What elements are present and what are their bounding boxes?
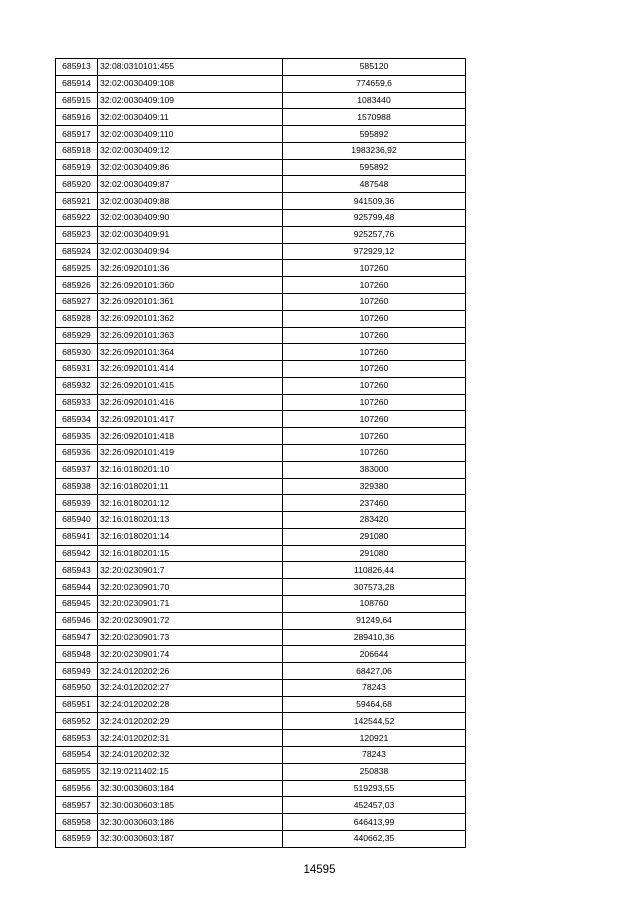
row-number-cell: 685956 <box>56 780 98 797</box>
row-number-cell: 685929 <box>56 327 98 344</box>
cadastral-number-cell: 32:19:0211402:15 <box>98 763 283 780</box>
table-row <box>56 478 466 495</box>
row-number-cell: 685942 <box>56 545 98 562</box>
cadastral-number-cell: 32:26:0920101:419 <box>98 444 283 461</box>
registry-table-body <box>56 59 466 848</box>
value-cell: 206644 <box>283 646 466 663</box>
table-row <box>56 730 466 747</box>
cadastral-number-cell: 32:26:0920101:36 <box>98 260 283 277</box>
row-number-cell: 685946 <box>56 612 98 629</box>
value-cell: 925257,76 <box>283 226 466 243</box>
table-row <box>56 545 466 562</box>
value-cell: 291080 <box>283 545 466 562</box>
table-row <box>56 243 466 260</box>
table-row <box>56 361 466 378</box>
row-number-cell: 685939 <box>56 495 98 512</box>
table-row <box>56 747 466 764</box>
table-row <box>56 629 466 646</box>
cadastral-number-cell: 32:20:0230901:70 <box>98 579 283 596</box>
table-row <box>56 377 466 394</box>
row-number-cell: 685947 <box>56 629 98 646</box>
cadastral-number-cell: 32:02:0030409:94 <box>98 243 283 260</box>
table-row <box>56 562 466 579</box>
value-cell: 142544,52 <box>283 713 466 730</box>
table-row <box>56 75 466 92</box>
cadastral-number-cell: 32:20:0230901:74 <box>98 646 283 663</box>
table-row <box>56 596 466 613</box>
table-row <box>56 797 466 814</box>
row-number-cell: 685931 <box>56 361 98 378</box>
cadastral-number-cell: 32:16:0180201:10 <box>98 461 283 478</box>
row-number-cell: 685936 <box>56 444 98 461</box>
row-number-cell: 685955 <box>56 763 98 780</box>
cadastral-number-cell: 32:26:0920101:416 <box>98 394 283 411</box>
row-number-cell: 685918 <box>56 142 98 159</box>
value-cell: 307573,28 <box>283 579 466 596</box>
value-cell: 972929,12 <box>283 243 466 260</box>
cadastral-number-cell: 32:30:0030603:185 <box>98 797 283 814</box>
row-number-cell: 685952 <box>56 713 98 730</box>
table-row <box>56 142 466 159</box>
row-number-cell: 685913 <box>56 59 98 76</box>
value-cell: 107260 <box>283 428 466 445</box>
row-number-cell: 685930 <box>56 344 98 361</box>
value-cell: 440662,35 <box>283 830 466 847</box>
table-row <box>56 495 466 512</box>
value-cell: 291080 <box>283 528 466 545</box>
cadastral-number-cell: 32:08:0310101:455 <box>98 59 283 76</box>
table-row <box>56 612 466 629</box>
table-row <box>56 461 466 478</box>
table-row <box>56 92 466 109</box>
cadastral-number-cell: 32:02:0030409:91 <box>98 226 283 243</box>
value-cell: 452457,03 <box>283 797 466 814</box>
table-row <box>56 260 466 277</box>
table-row <box>56 193 466 210</box>
cadastral-number-cell: 32:26:0920101:414 <box>98 361 283 378</box>
value-cell: 107260 <box>283 377 466 394</box>
registry-table <box>55 58 466 848</box>
cadastral-number-cell: 32:30:0030603:186 <box>98 814 283 831</box>
cadastral-number-cell: 32:16:0180201:13 <box>98 512 283 529</box>
row-number-cell: 685958 <box>56 814 98 831</box>
table-row <box>56 814 466 831</box>
value-cell: 110826,44 <box>283 562 466 579</box>
row-number-cell: 685951 <box>56 696 98 713</box>
value-cell: 289410,36 <box>283 629 466 646</box>
table-row <box>56 277 466 294</box>
cadastral-number-cell: 32:26:0920101:361 <box>98 293 283 310</box>
table-row <box>56 59 466 76</box>
cadastral-number-cell: 32:02:0030409:90 <box>98 210 283 227</box>
cadastral-number-cell: 32:26:0920101:417 <box>98 411 283 428</box>
cadastral-number-cell: 32:20:0230901:7 <box>98 562 283 579</box>
cadastral-number-cell: 32:02:0030409:109 <box>98 92 283 109</box>
value-cell: 107260 <box>283 361 466 378</box>
table-row <box>56 696 466 713</box>
value-cell: 78243 <box>283 679 466 696</box>
row-number-cell: 685916 <box>56 109 98 126</box>
cadastral-number-cell: 32:02:0030409:108 <box>98 75 283 92</box>
cadastral-number-cell: 32:30:0030603:187 <box>98 830 283 847</box>
row-number-cell: 685927 <box>56 293 98 310</box>
row-number-cell: 685928 <box>56 310 98 327</box>
table-row <box>56 428 466 445</box>
value-cell: 487548 <box>283 176 466 193</box>
row-number-cell: 685926 <box>56 277 98 294</box>
table-row <box>56 226 466 243</box>
value-cell: 595892 <box>283 159 466 176</box>
cadastral-number-cell: 32:26:0920101:418 <box>98 428 283 445</box>
row-number-cell: 685953 <box>56 730 98 747</box>
cadastral-number-cell: 32:20:0230901:72 <box>98 612 283 629</box>
table-row <box>56 579 466 596</box>
value-cell: 1083440 <box>283 92 466 109</box>
cadastral-number-cell: 32:02:0030409:12 <box>98 142 283 159</box>
row-number-cell: 685925 <box>56 260 98 277</box>
value-cell: 774659,6 <box>283 75 466 92</box>
value-cell: 120921 <box>283 730 466 747</box>
row-number-cell: 685919 <box>56 159 98 176</box>
table-row <box>56 528 466 545</box>
table-row <box>56 176 466 193</box>
cadastral-number-cell: 32:24:0120202:29 <box>98 713 283 730</box>
row-number-cell: 685949 <box>56 663 98 680</box>
table-row <box>56 780 466 797</box>
value-cell: 107260 <box>283 293 466 310</box>
row-number-cell: 685922 <box>56 210 98 227</box>
table-row <box>56 126 466 143</box>
table-row <box>56 679 466 696</box>
value-cell: 107260 <box>283 327 466 344</box>
row-number-cell: 685921 <box>56 193 98 210</box>
value-cell: 107260 <box>283 277 466 294</box>
table-row <box>56 763 466 780</box>
table-row <box>56 293 466 310</box>
value-cell: 91249,64 <box>283 612 466 629</box>
value-cell: 925799,48 <box>283 210 466 227</box>
table-row <box>56 830 466 847</box>
table-row <box>56 310 466 327</box>
row-number-cell: 685959 <box>56 830 98 847</box>
value-cell: 595892 <box>283 126 466 143</box>
value-cell: 68427,06 <box>283 663 466 680</box>
row-number-cell: 685943 <box>56 562 98 579</box>
cadastral-number-cell: 32:02:0030409:88 <box>98 193 283 210</box>
row-number-cell: 685944 <box>56 579 98 596</box>
row-number-cell: 685950 <box>56 679 98 696</box>
cadastral-number-cell: 32:24:0120202:31 <box>98 730 283 747</box>
value-cell: 78243 <box>283 747 466 764</box>
value-cell: 107260 <box>283 310 466 327</box>
cadastral-number-cell: 32:16:0180201:11 <box>98 478 283 495</box>
cadastral-number-cell: 32:16:0180201:14 <box>98 528 283 545</box>
row-number-cell: 685937 <box>56 461 98 478</box>
row-number-cell: 685945 <box>56 596 98 613</box>
row-number-cell: 685917 <box>56 126 98 143</box>
row-number-cell: 685948 <box>56 646 98 663</box>
cadastral-number-cell: 32:02:0030409:110 <box>98 126 283 143</box>
row-number-cell: 685914 <box>56 75 98 92</box>
row-number-cell: 685941 <box>56 528 98 545</box>
row-number-cell: 685915 <box>56 92 98 109</box>
value-cell: 237460 <box>283 495 466 512</box>
cadastral-number-cell: 32:02:0030409:86 <box>98 159 283 176</box>
cadastral-number-cell: 32:26:0920101:362 <box>98 310 283 327</box>
cadastral-number-cell: 32:26:0920101:415 <box>98 377 283 394</box>
row-number-cell: 685935 <box>56 428 98 445</box>
cadastral-number-cell: 32:24:0120202:27 <box>98 679 283 696</box>
value-cell: 283420 <box>283 512 466 529</box>
table-row <box>56 411 466 428</box>
value-cell: 107260 <box>283 394 466 411</box>
table-row <box>56 713 466 730</box>
table-row <box>56 344 466 361</box>
value-cell: 941509,36 <box>283 193 466 210</box>
value-cell: 519293,55 <box>283 780 466 797</box>
table-row <box>56 444 466 461</box>
table-row <box>56 663 466 680</box>
row-number-cell: 685934 <box>56 411 98 428</box>
value-cell: 108760 <box>283 596 466 613</box>
value-cell: 646413,99 <box>283 814 466 831</box>
table-row <box>56 210 466 227</box>
row-number-cell: 685920 <box>56 176 98 193</box>
table-row <box>56 109 466 126</box>
value-cell: 107260 <box>283 444 466 461</box>
cadastral-number-cell: 32:26:0920101:364 <box>98 344 283 361</box>
table-row <box>56 512 466 529</box>
value-cell: 1983236,92 <box>283 142 466 159</box>
cadastral-number-cell: 32:16:0180201:15 <box>98 545 283 562</box>
row-number-cell: 685954 <box>56 747 98 764</box>
cadastral-number-cell: 32:20:0230901:73 <box>98 629 283 646</box>
value-cell: 59464,68 <box>283 696 466 713</box>
value-cell: 107260 <box>283 411 466 428</box>
table-row <box>56 327 466 344</box>
cadastral-number-cell: 32:20:0230901:71 <box>98 596 283 613</box>
row-number-cell: 685924 <box>56 243 98 260</box>
row-number-cell: 685933 <box>56 394 98 411</box>
row-number-cell: 685938 <box>56 478 98 495</box>
value-cell: 107260 <box>283 344 466 361</box>
cadastral-number-cell: 32:16:0180201:12 <box>98 495 283 512</box>
row-number-cell: 685932 <box>56 377 98 394</box>
cadastral-number-cell: 32:26:0920101:360 <box>98 277 283 294</box>
value-cell: 250838 <box>283 763 466 780</box>
value-cell: 329380 <box>283 478 466 495</box>
value-cell: 383000 <box>283 461 466 478</box>
cadastral-number-cell: 32:02:0030409:87 <box>98 176 283 193</box>
value-cell: 585120 <box>283 59 466 76</box>
row-number-cell: 685923 <box>56 226 98 243</box>
table-row <box>56 646 466 663</box>
cadastral-number-cell: 32:24:0120202:28 <box>98 696 283 713</box>
table-row <box>56 159 466 176</box>
cadastral-number-cell: 32:24:0120202:32 <box>98 747 283 764</box>
cadastral-number-cell: 32:30:0030603:184 <box>98 780 283 797</box>
cadastral-number-cell: 32:24:0120202:26 <box>98 663 283 680</box>
row-number-cell: 685940 <box>56 512 98 529</box>
page-number: 14595 <box>303 864 336 876</box>
value-cell: 1570988 <box>283 109 466 126</box>
table-row <box>56 394 466 411</box>
cadastral-number-cell: 32:26:0920101:363 <box>98 327 283 344</box>
value-cell: 107260 <box>283 260 466 277</box>
row-number-cell: 685957 <box>56 797 98 814</box>
cadastral-number-cell: 32:02:0030409:11 <box>98 109 283 126</box>
